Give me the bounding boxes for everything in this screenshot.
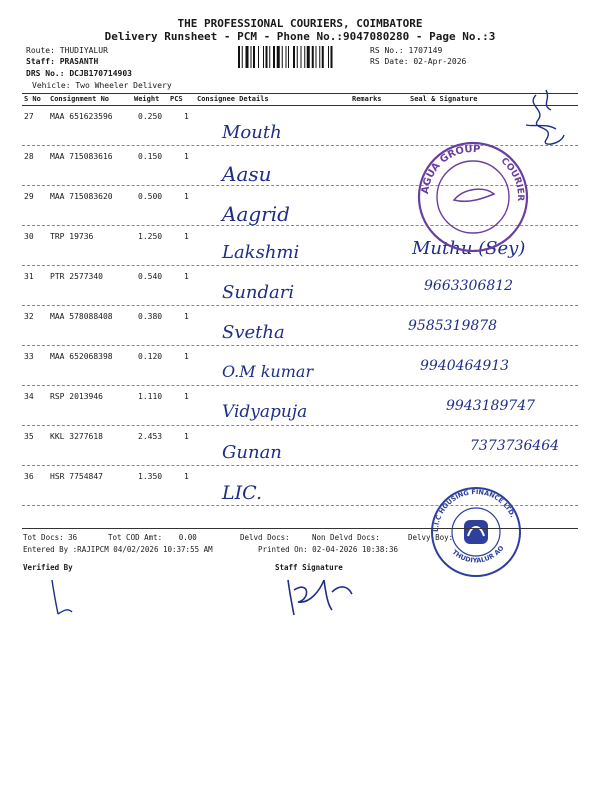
recipient-signature-text: 7373736464	[470, 438, 560, 454]
row-consignment-no: MAA 578088408	[50, 312, 113, 321]
barcode-bar	[304, 46, 305, 68]
row-sno: 33	[24, 352, 34, 361]
printed-on: Printed On: 02-04-2026 10:38:36	[258, 545, 398, 554]
footer-non-delvd: Non Delvd Docs:	[312, 533, 380, 542]
barcode-bar	[316, 46, 317, 68]
row-weight: 0.500	[138, 192, 163, 201]
row-sno: 34	[24, 392, 34, 401]
staff-label: Staff:	[26, 57, 55, 66]
barcode-bar	[238, 46, 240, 68]
col-sno: S No	[24, 95, 41, 103]
company-title: THE PROFESSIONAL COURIERS, COIMBATORE	[177, 17, 423, 30]
recipient-signature-text: 9940464913	[420, 358, 510, 374]
barcode-bar	[312, 46, 314, 68]
row-consignment-no: PTR 2577340	[50, 272, 103, 281]
tot-cod-label: Tot COD Amt:	[108, 533, 163, 542]
recipient-signature-text: 9943189747	[446, 398, 536, 414]
row-sno: 31	[24, 272, 34, 281]
tot-cod-value: 0.00	[178, 533, 197, 542]
vehicle-label: Vehicle:	[32, 81, 71, 90]
barcode-bar	[277, 46, 280, 68]
barcode-bar	[319, 46, 320, 68]
col-pcs: PCS	[170, 95, 183, 103]
row-sno: 27	[24, 112, 34, 121]
svg-text:THUDIYALUR AO	[451, 544, 506, 565]
barcode-bar	[269, 46, 270, 68]
col-weight: Weight	[134, 95, 160, 103]
staff-signature-icon	[280, 570, 360, 620]
row-weight: 2.453	[138, 432, 163, 441]
recipient-signature-text: Muthu (Sey)	[412, 238, 526, 259]
row-consignment-no: HSR 7754847	[50, 472, 103, 481]
route-value: THUDIYALUR	[59, 46, 108, 55]
row-weight: 0.150	[138, 152, 163, 161]
recipient-signature-text: 9585319878	[408, 318, 498, 334]
consignee-handwritten-name: Aagrid	[222, 202, 290, 226]
row-pcs: 1	[184, 432, 189, 441]
barcode-bar	[251, 46, 252, 68]
barcode-bar	[286, 46, 287, 68]
vehicle-line	[32, 81, 172, 90]
consignee-handwritten-name: LIC.	[222, 482, 263, 504]
barcode-bar	[322, 46, 324, 68]
row-pcs: 1	[184, 152, 189, 161]
verified-signature-icon	[44, 574, 84, 618]
barcode-bar	[253, 46, 255, 68]
consignee-handwritten-name: Vidyapuja	[222, 402, 308, 422]
col-seal: Seal & Signature	[410, 95, 478, 103]
consignee-handwritten-name: Aasu	[222, 162, 272, 186]
row-pcs: 1	[184, 312, 189, 321]
consignee-handwritten-name: Svetha	[222, 322, 285, 343]
barcode-bar	[331, 46, 333, 68]
footer-cod	[108, 533, 197, 542]
barcode-bar	[258, 46, 259, 68]
rs-date-label: RS Date:	[370, 57, 409, 66]
runsheet-subtitle: Delivery Runsheet - PCM - Phone No.:9047080280 - Page No.:3	[104, 30, 496, 43]
row-pcs: 1	[184, 352, 189, 361]
agua-courier-stamp-icon	[414, 138, 532, 256]
barcode-bar	[263, 46, 264, 68]
consignee-handwritten-name: Gunan	[222, 442, 282, 463]
col-consignee: Consignee Details	[197, 95, 269, 103]
stamp-courier-text: COURIER	[498, 156, 526, 202]
staff-value: PRASANTH	[59, 57, 99, 66]
barcode-bar	[273, 46, 275, 68]
barcode	[238, 46, 366, 68]
barcode-bar	[246, 46, 249, 68]
footer-totals	[23, 533, 77, 542]
row-weight: 0.120	[138, 352, 163, 361]
row-sno: 36	[24, 472, 34, 481]
barcode-bar	[266, 46, 268, 68]
row-sno: 35	[24, 432, 34, 441]
drs-label: DRS No.:	[26, 69, 65, 78]
row-consignment-no: RSP 2013946	[50, 392, 103, 401]
staff-signature-label: Staff Signature	[275, 563, 343, 572]
row-consignment-no: TRP 19736	[50, 232, 94, 241]
drs-line	[26, 69, 132, 78]
barcode-bar	[297, 46, 298, 68]
row-pcs: 1	[184, 232, 189, 241]
vehicle-value: Two Wheeler Delivery	[75, 81, 172, 90]
consignee-handwritten-name: Mouth	[222, 122, 282, 143]
footer-delvy-boy: Delvy Boy:	[408, 533, 454, 542]
consignee-handwritten-name: Sundari	[222, 282, 295, 303]
row-consignment-no: MAA 652068398	[50, 352, 113, 361]
row-consignment-no: MAA 651623596	[50, 112, 113, 121]
barcode-bar	[301, 46, 302, 68]
row-pcs: 1	[184, 472, 189, 481]
row-weight: 0.540	[138, 272, 163, 281]
row-pcs: 1	[184, 112, 189, 121]
row-weight: 1.350	[138, 472, 163, 481]
barcode-bar	[282, 46, 283, 68]
footer-delvd: Delvd Docs:	[240, 533, 290, 542]
barcode-bar	[242, 46, 243, 68]
rs-no-label: RS No.:	[370, 46, 404, 55]
row-weight: 0.250	[138, 112, 163, 121]
svg-text:COURIER	[489, 155, 532, 205]
barcode-bar	[293, 46, 295, 68]
tot-docs-label: Tot Docs:	[23, 533, 64, 542]
entered-by: Entered By :RAJIPCM 04/02/2026 10:37:55 AM	[23, 545, 213, 554]
lic-housing-stamp-icon	[428, 484, 524, 580]
footer-rule	[22, 528, 578, 529]
row-consignment-no: MAA 715083620	[50, 192, 113, 201]
row-weight: 1.110	[138, 392, 163, 401]
stamp-lic-branch-text: THUDIYALUR AO	[450, 544, 506, 565]
row-consignment-no: MAA 715083616	[50, 152, 113, 161]
stamp-lic-text: L.I.C HOUSING FINANCE LTD.	[431, 487, 517, 533]
col-consignment: Consignment No	[50, 95, 110, 103]
tot-docs-value: 36	[68, 533, 78, 542]
recipient-signature-text: 9663306812	[424, 278, 514, 294]
rs-date-value: 02-Apr-2026	[413, 57, 467, 66]
drs-value: DCJB170714903	[69, 69, 132, 78]
barcode-bar	[328, 46, 329, 68]
barcode-bar	[307, 46, 310, 68]
stamp-agua-text: AGUA GROUP	[420, 143, 481, 195]
row-sno: 28	[24, 152, 34, 161]
rs-no-value: 1707149	[408, 46, 443, 55]
col-remarks: Remarks	[352, 95, 382, 103]
route-line	[26, 46, 108, 55]
row-sno: 32	[24, 312, 34, 321]
verified-by-label: Verified By	[23, 563, 73, 572]
row-pcs: 1	[184, 192, 189, 201]
row-weight: 0.380	[138, 312, 163, 321]
row-sno: 30	[24, 232, 34, 241]
row-pcs: 1	[184, 392, 189, 401]
consignee-handwritten-name: Lakshmi	[222, 242, 300, 263]
row-weight: 1.250	[138, 232, 163, 241]
route-label: Route:	[26, 46, 55, 55]
row-consignment-no: KKL 3277618	[50, 432, 103, 441]
rs-no-line	[370, 46, 442, 55]
row-pcs: 1	[184, 272, 189, 281]
staff-line	[26, 57, 98, 66]
row-sno: 29	[24, 192, 34, 201]
header-rule-top	[22, 93, 578, 94]
barcode-bar	[288, 46, 289, 68]
rs-date-line	[370, 57, 466, 66]
consignee-handwritten-name: O.M kumar	[222, 362, 314, 381]
